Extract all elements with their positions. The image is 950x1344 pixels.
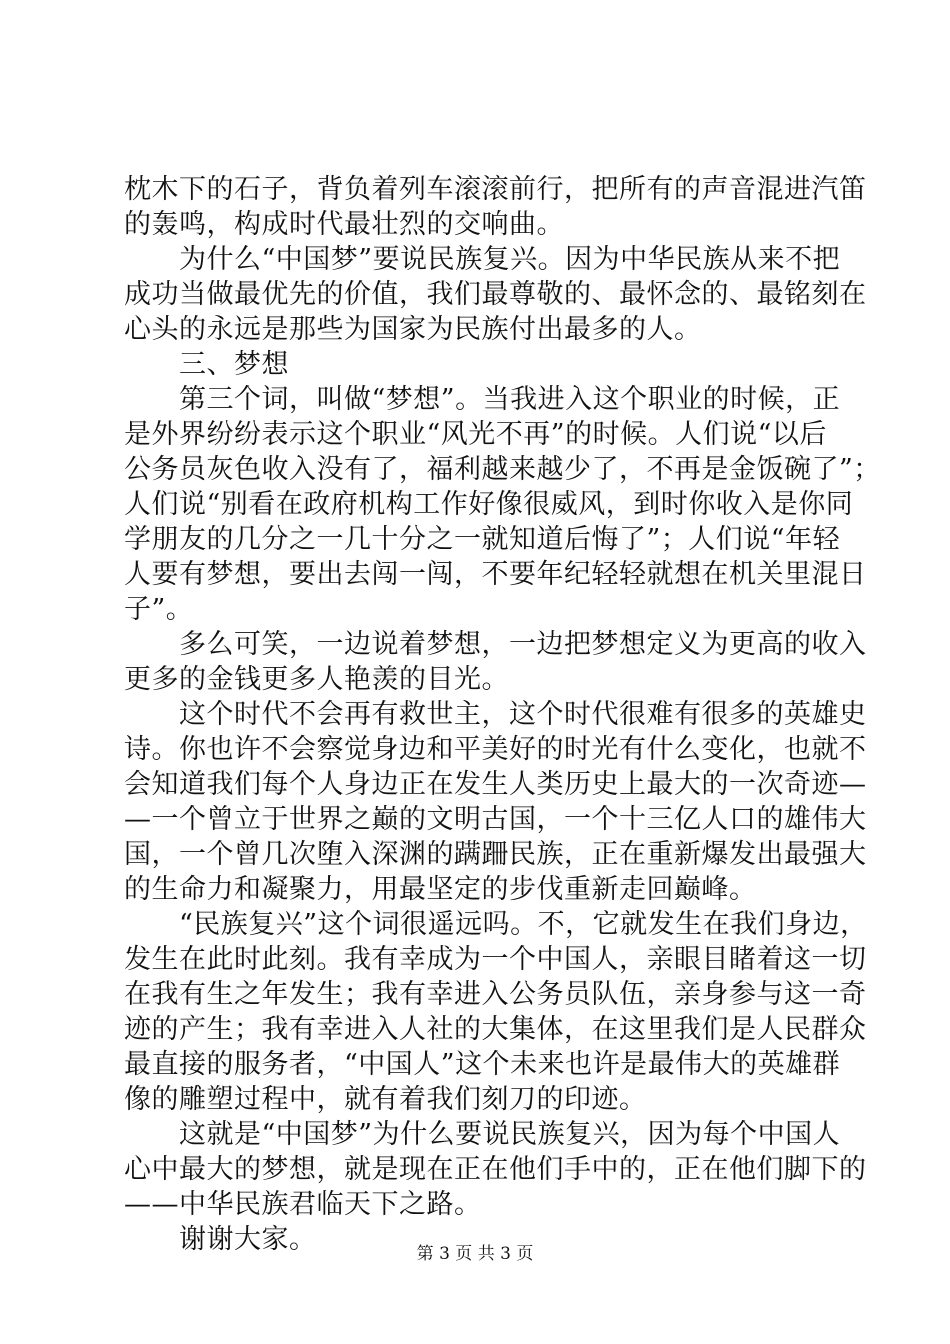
text-line: 公务员灰色收入没有了，福利越来越少了，不再是金饭碗了”； <box>124 454 881 485</box>
text-line: 人要有梦想，要出去闯一闯，不要年纪轻轻就想在机关里混日 <box>124 559 867 590</box>
text-line: 是外界纷纷表示这个职业“风光不再”的时候。人们说“以后 <box>124 419 827 450</box>
text-line: 像的雕塑过程中，就有着我们刻刀的印迹。 <box>124 1084 647 1115</box>
page-number-footer: 第 3 页 共 3 页 <box>416 1244 534 1264</box>
text-line: 这个时代不会再有救世主，这个时代很难有很多的英雄史 <box>124 699 867 730</box>
text-line: 多么可笑，一边说着梦想，一边把梦想定义为更高的收入 <box>124 629 867 660</box>
section-heading: 三、梦想 <box>124 349 289 380</box>
document-body <box>124 172 881 1257</box>
text-line: 人们说“别看在政府机构工作好像很威风，到时你收入是你同 <box>124 489 854 520</box>
text-line: 心中最大的梦想，就是现在正在他们手中的，正在他们脚下的 <box>124 1154 867 1185</box>
text-line: 学朋友的几分之一几十分之一就知道后悔了”；人们说“年轻 <box>124 524 841 555</box>
text-line: 谢谢大家。 <box>124 1224 317 1255</box>
text-line: —一个曾立于世界之巅的文明古国，一个十三亿人口的雄伟大 <box>124 804 867 835</box>
text-line: “民族复兴”这个词很遥远吗。不，它就发生在我们身边， <box>124 909 868 940</box>
text-line: 枕木下的石子，背负着列车滚滚前行，把所有的声音混进汽笛 <box>124 174 867 205</box>
text-line: 会知道我们每个人身边正在发生人类历史上最大的一次奇迹— <box>124 769 867 800</box>
text-line: 发生在此时此刻。我有幸成为一个中国人，亲眼目睹着这一切 <box>124 944 867 975</box>
text-line: 在我有生之年发生；我有幸进入公务员队伍，亲身参与这一奇 <box>124 979 867 1010</box>
text-line: 子”。 <box>124 594 194 625</box>
text-line: 成功当做最优先的价值，我们最尊敬的、最怀念的、最铭刻在 <box>124 279 867 310</box>
text-line: ——中华民族君临天下之路。 <box>124 1189 482 1220</box>
text-line: 的生命力和凝聚力，用最坚定的步伐重新走回巅峰。 <box>124 874 757 905</box>
text-line: 最直接的服务者，“中国人”这个未来也许是最伟大的英雄群 <box>124 1049 841 1080</box>
text-line: 心头的永远是那些为国家为民族付出最多的人。 <box>124 314 702 345</box>
text-line: 为什么“中国梦”要说民族复兴。因为中华民族从来不把 <box>124 244 841 275</box>
text-line: 第三个词，叫做“梦想”。当我进入这个职业的时候，正 <box>124 384 841 415</box>
text-line: 国，一个曾几次堕入深渊的蹒跚民族，正在重新爆发出最强大 <box>124 839 867 870</box>
text-line: 迹的产生；我有幸进入人社的大集体，在这里我们是人民群众 <box>124 1014 867 1045</box>
text-line: 这就是“中国梦”为什么要说民族复兴，因为每个中国人 <box>124 1119 841 1150</box>
text-line: 诗。你也许不会察觉身边和平美好的时光有什么变化，也就不 <box>124 734 867 765</box>
text-line: 的轰鸣，构成时代最壮烈的交响曲。 <box>124 209 564 240</box>
text-line: 更多的金钱更多人艳羡的目光。 <box>124 664 509 695</box>
